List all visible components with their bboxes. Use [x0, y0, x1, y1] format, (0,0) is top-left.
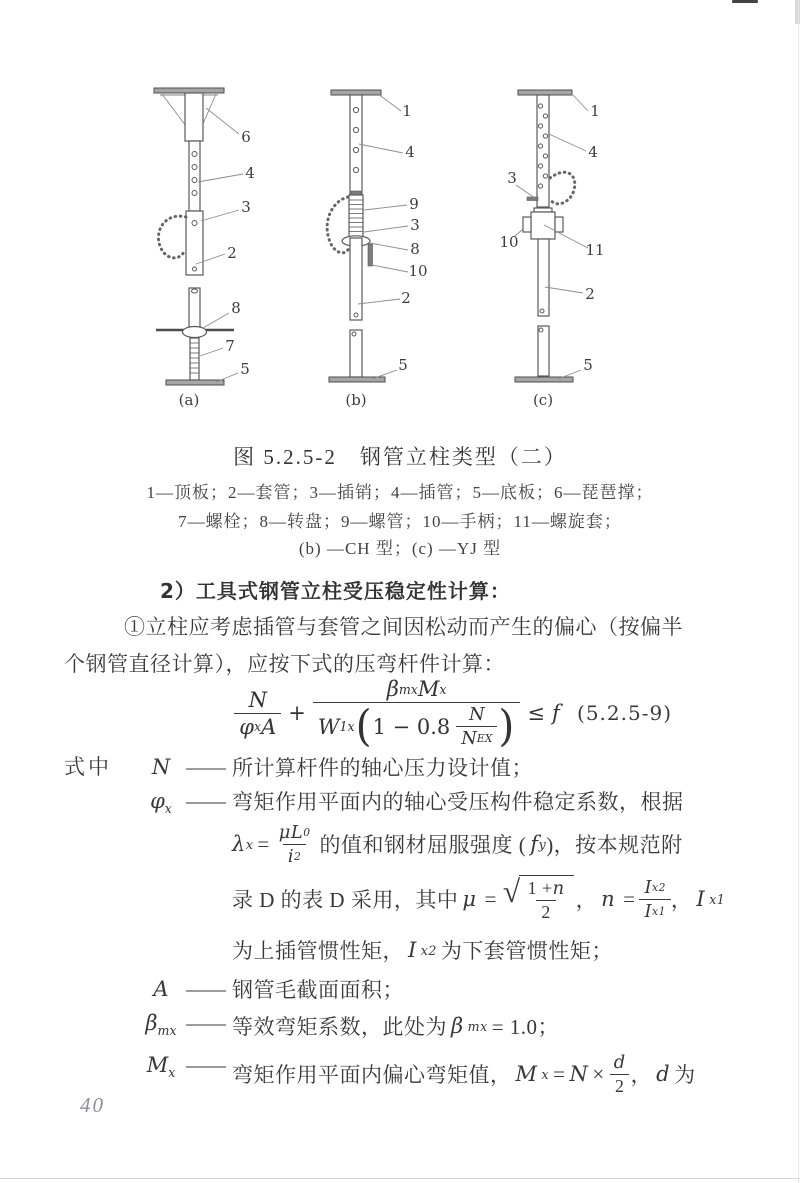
callout-3-label: 3 [507, 169, 517, 187]
callout-5-label: 5 [398, 356, 408, 374]
pin-chain [158, 216, 186, 258]
equation-number: (5.2.5-9) [577, 701, 672, 725]
insert-tube [189, 141, 200, 211]
handle-right [555, 217, 563, 232]
screw-tube [349, 195, 363, 238]
callout-5-label: 5 [583, 356, 593, 374]
top-plate [518, 90, 572, 95]
top-plate [331, 90, 381, 95]
where-section [64, 750, 738, 1100]
top-tube [185, 93, 203, 141]
screw-sleeve [523, 208, 563, 239]
base-plate [166, 380, 224, 385]
lower-tube [538, 326, 549, 376]
handle-left [523, 217, 531, 232]
figure-legend-line-2: 7—螺栓；8—转盘；9—螺管；10—手柄；11—螺旋套； [178, 512, 622, 531]
fraction-moment: β mx M x W 1x ( 1 − 0.8 N N EX ) [313, 677, 520, 749]
mu-n-formula-line: 录 D 的表 D 采用，其中 μ = √ 1 + n 2 ， n = I x2 I x1 ， I x1 [232, 874, 726, 922]
callout-10-label: 10 [499, 233, 519, 251]
var-phi: φ [239, 714, 254, 739]
figure-c-diagram [498, 82, 638, 412]
var-f: f [551, 701, 560, 725]
def-row-N: 式中 N —— 所计算杆件的轴心压力设计值； [64, 750, 738, 784]
insert-tube [537, 95, 549, 207]
callout-2-label: 2 [401, 289, 411, 307]
plus-operator: + [288, 701, 306, 725]
one-minus-term: 1 − 0.8 [372, 714, 451, 739]
where-label: 式中 [64, 755, 112, 779]
def-row-M: $M_x$ —— 弯矩作用平面内偏心弯矩值， M x = N × $\frac{d}{2}$ ， d 为 [146, 1051, 696, 1096]
callout-3-label: 3 [410, 216, 420, 234]
var-A: A [261, 714, 277, 739]
paragraph-line-1: ①立柱应考虑插管与套管之间因松动而产生的偏心（按偏半 [124, 615, 683, 639]
handle [368, 244, 373, 266]
pin-chain [550, 172, 575, 204]
base-plate [515, 377, 573, 382]
var-beta: β [386, 677, 399, 701]
def-row-A: A —— 钢管毛截面面积； [153, 977, 404, 1002]
figure-b-diagram [320, 82, 460, 412]
figure-c-label: (c) [532, 391, 554, 409]
figure-legend-line-1: 1—顶板；2—套管；3—插销；4—插管；5—底板；6—琵琶撑； [146, 483, 654, 502]
callout-10-label: 10 [408, 262, 428, 280]
var-W: W [317, 714, 340, 739]
callout-8-label: 8 [410, 240, 420, 258]
var-N: N [248, 687, 267, 712]
fraction-inertia: I x2 I x1 [639, 877, 670, 922]
sqrt-expression [503, 875, 574, 923]
leq-operator: ≤ [527, 701, 545, 725]
scan-artifact-top-mark [732, 0, 758, 3]
scan-edge-bottom [0, 1178, 800, 1179]
insert-tube [350, 95, 362, 195]
fraction-lambda: μL 0 i 2 [278, 821, 311, 867]
figure-a-diagram [140, 82, 280, 412]
figure-a-label: (a) [178, 391, 200, 409]
var-NEX: N [461, 728, 477, 749]
callout-4-label: 4 [405, 143, 415, 161]
callout-6-label: 6 [241, 128, 251, 146]
fraction-sqrt: 1 + n 2 [527, 878, 565, 922]
var-N2: N [469, 704, 485, 725]
scan-edge-right [798, 0, 799, 1183]
lower-tube [350, 330, 362, 377]
sleeve-tube [538, 239, 549, 316]
def-row-beta: $\beta_{mx}$ —— 等效弯矩系数，此处为 β mx = 1.0； [145, 1011, 560, 1039]
screw-bolt [190, 338, 199, 380]
turn-plate [156, 327, 234, 338]
radical-sign: √ [502, 874, 521, 909]
pin [527, 197, 538, 201]
callout-3-label: 3 [241, 198, 251, 216]
pin [351, 191, 361, 195]
callout-9-label: 9 [409, 195, 419, 213]
callout-1-label: 1 [590, 102, 600, 120]
equation-expression [234, 677, 560, 752]
var-M: M [417, 677, 440, 701]
figure-legend-line-3: (b) —CH 型；(c) —YJ 型 [298, 539, 502, 558]
fraction-axial: N φ x A [234, 688, 281, 739]
callout-2-label: 2 [585, 285, 595, 303]
page-number: 40 [80, 1093, 105, 1117]
inertia-text-line: 为上插管惯性矩， I x2 为下套管惯性矩； [232, 938, 613, 963]
callout-4-label: 4 [588, 143, 598, 161]
callout-2-label: 2 [227, 244, 237, 262]
callout-4-label: 4 [245, 164, 255, 182]
fraction-eccentricity: $\frac{d}{2}$ [609, 1052, 631, 1097]
sleeve-tube [350, 238, 362, 320]
callout-1-label: 1 [402, 102, 412, 120]
equation-5-2-5-9 [64, 672, 730, 754]
def-row-phi: $\varphi_x$ —— 弯矩作用平面内的轴心受压构件稳定系数，根据 λ x = μL 0 i 2 的值和钢材屈服强度 ( f y )，按本规范附 录 D 的表 D 采用，其中 μ = √ 1 + n 2 ， n = I x2 I x1 ， I x1 为上插管惯性矩， I x2 为下套管惯性矩； [64, 784, 738, 972]
paragraph-line-2: 个钢管直径计算），应按下式的压弯杆件计算： [64, 652, 505, 676]
open-paren: ( [355, 700, 372, 752]
close-paren: ) [498, 700, 515, 752]
figure-b-label: (b) [345, 391, 367, 409]
sleeve-tube [186, 211, 203, 275]
callout-7-label: 7 [225, 337, 235, 355]
callout-11-label: 11 [585, 241, 605, 259]
fraction-euler: N N EX [456, 704, 497, 749]
callout-5-label: 5 [240, 360, 250, 378]
figure-caption: 图 5.2.5-2 钢管立柱类型（二） [233, 445, 567, 469]
section-heading: 2）工具式钢管立柱受压稳定性计算： [160, 579, 511, 603]
callout-leaders [358, 94, 408, 379]
callout-8-label: 8 [231, 299, 241, 317]
lambda-formula-line: λ x = μL 0 i 2 的值和钢材屈服强度 ( f y )，按本规范附 [232, 821, 683, 867]
lower-tube [189, 288, 200, 330]
